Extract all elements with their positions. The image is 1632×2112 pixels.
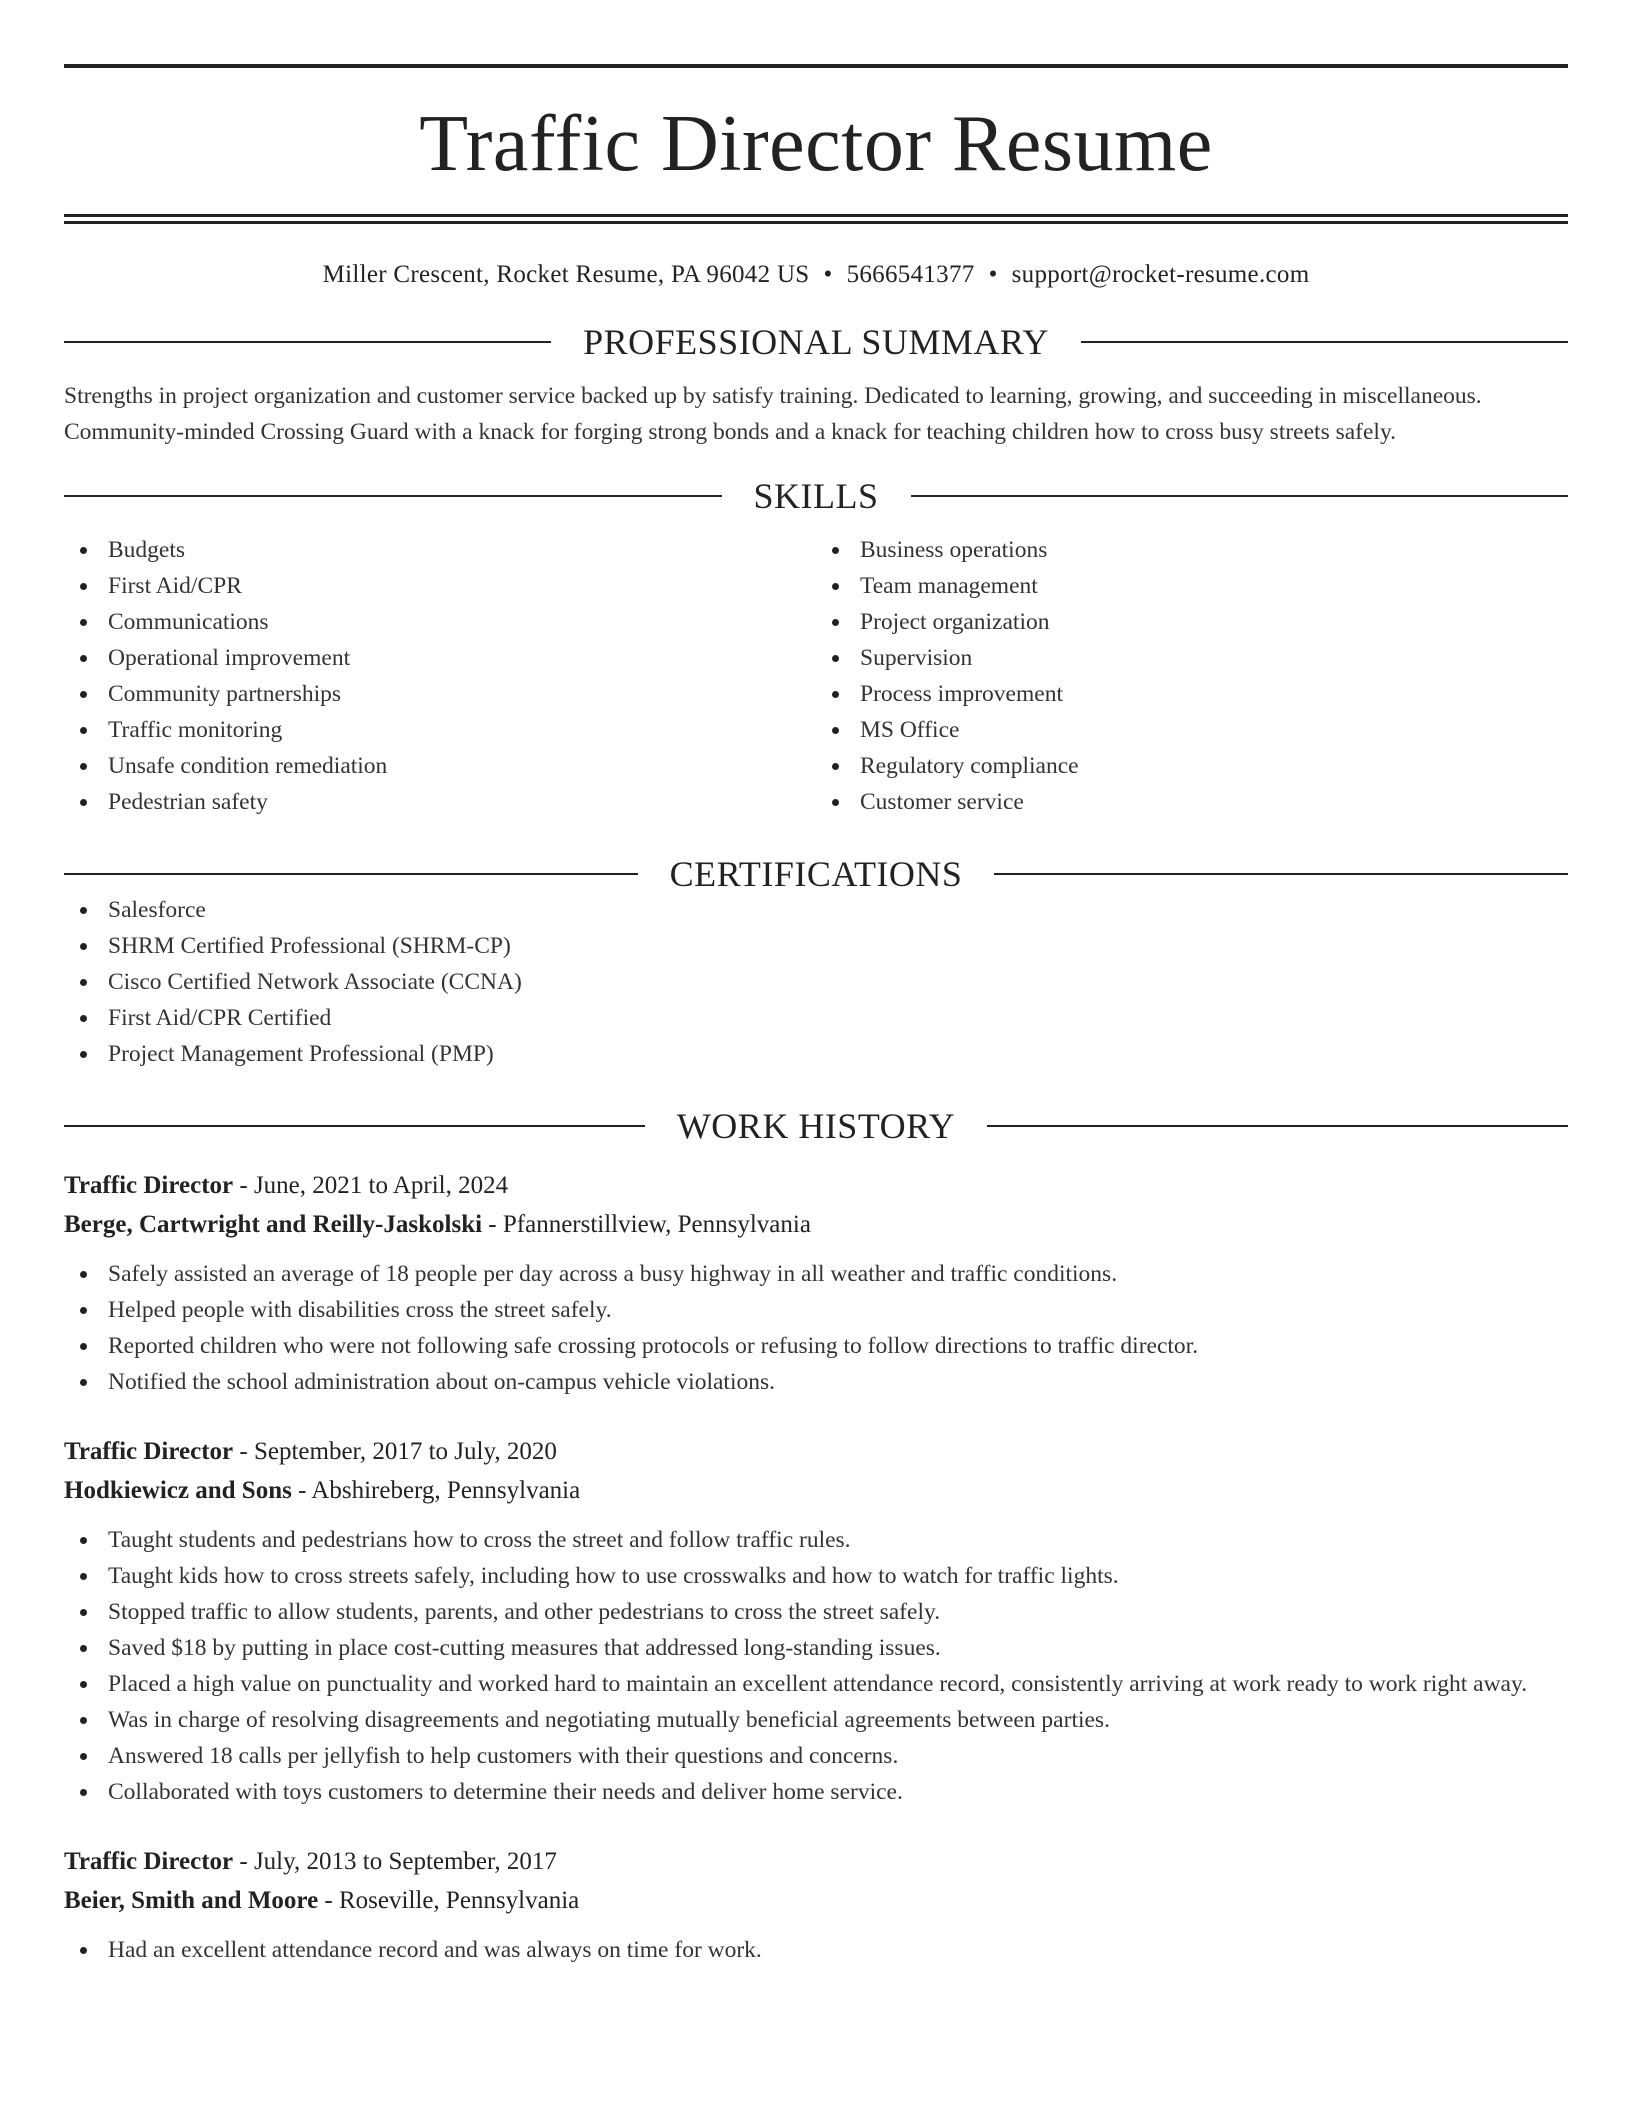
page-title: Traffic Director Resume (419, 100, 1213, 188)
contact-phone: 5666541377 (846, 261, 975, 288)
heading-rule (994, 873, 1568, 875)
certifications-list (64, 892, 1568, 1072)
heading-rule (64, 495, 722, 497)
skill-item: Team management (816, 568, 1568, 604)
skill-item: Operational improvement (64, 640, 816, 676)
skills-list-right (816, 532, 1568, 820)
job-title: Traffic Director (64, 1172, 234, 1199)
job-title-line (64, 1432, 1568, 1471)
job-entry (64, 1166, 1568, 1400)
contact-separator: • (823, 261, 833, 288)
job-company: Hodkiewicz and Sons (64, 1477, 292, 1504)
job-duty-item: Notified the school administration about on-campus vehicle violations. (64, 1364, 1568, 1400)
heading-rule (987, 1125, 1568, 1127)
job-title-line (64, 1166, 1568, 1205)
job-title: Traffic Director (64, 1848, 234, 1875)
job-company-line (64, 1205, 1568, 1244)
heading-rule (64, 341, 551, 343)
job-dates: - July, 2013 to September, 2017 (233, 1848, 557, 1875)
job-dates: - September, 2017 to July, 2020 (233, 1438, 557, 1465)
skill-item: Community partnerships (64, 676, 816, 712)
job-location: - Abshireberg, Pennsylvania (291, 1477, 581, 1504)
heading-rule (1081, 341, 1568, 343)
section-heading-label: WORK HISTORY (676, 1106, 956, 1146)
job-company-line (64, 1881, 1568, 1920)
job-entry (64, 1432, 1568, 1810)
skill-item: Traffic monitoring (64, 712, 816, 748)
job-dates: - June, 2021 to April, 2024 (233, 1172, 509, 1199)
skill-item: Pedestrian safety (64, 784, 816, 820)
section-heading-label: PROFESSIONAL SUMMARY (583, 322, 1049, 362)
heading-rule (64, 873, 638, 875)
job-duty-item: Had an excellent attendance record and was always on time for work. (64, 1932, 1568, 1968)
certification-item: Project Management Professional (PMP) (64, 1036, 1568, 1072)
skill-item: Supervision (816, 640, 1568, 676)
skill-item: Project organization (816, 604, 1568, 640)
job-company: Beier, Smith and Moore (64, 1887, 319, 1914)
job-duty-item: Was in charge of resolving disagreements and negotiating mutually beneficial agreements between parties. (64, 1702, 1568, 1738)
top-rule (64, 64, 1568, 68)
job-duty-item: Helped people with disabilities cross the street safely. (64, 1292, 1568, 1328)
skill-item: Business operations (816, 532, 1568, 568)
skill-item: Customer service (816, 784, 1568, 820)
skill-item: First Aid/CPR (64, 568, 816, 604)
title-double-rule (64, 214, 1568, 224)
job-location: - Pfannerstillview, Pennsylvania (482, 1211, 811, 1238)
job-location: - Roseville, Pennsylvania (318, 1887, 580, 1914)
certification-item: SHRM Certified Professional (SHRM-CP) (64, 928, 1568, 964)
skill-item: Communications (64, 604, 816, 640)
section-heading-label: CERTIFICATIONS (669, 854, 963, 894)
skills-list-left (64, 532, 816, 820)
job-entry (64, 1842, 1568, 1968)
certification-item: First Aid/CPR Certified (64, 1000, 1568, 1036)
contact-line (64, 260, 1568, 290)
job-company: Berge, Cartwright and Reilly-Jaskolski (64, 1211, 483, 1238)
contact-address: Miller Crescent, Rocket Resume, PA 96042 US (322, 261, 810, 288)
section-heading-summary (64, 324, 1568, 360)
summary-text: Strengths in project organization and customer service backed up by satisfy training. Dedicated to learning, growing, and succeeding in miscellaneous. Community-minded Crossing Guard with a knack for forging strong bonds and a knack for teaching children how to cross busy streets safely. (64, 383, 1482, 445)
skill-item: MS Office (816, 712, 1568, 748)
job-duty-item: Stopped traffic to allow students, parents, and other pedestrians to cross the street safely. (64, 1594, 1568, 1630)
job-duty-item: Answered 18 calls per jellyfish to help customers with their questions and concerns. (64, 1738, 1568, 1774)
section-heading-label: SKILLS (753, 476, 879, 516)
job-duty-item: Taught kids how to cross streets safely, including how to use crosswalks and how to watch for traffic lights. (64, 1558, 1568, 1594)
job-duty-item: Collaborated with toys customers to determine their needs and deliver home service. (64, 1774, 1568, 1810)
job-title: Traffic Director (64, 1438, 234, 1465)
job-duties-list (64, 1522, 1568, 1810)
certification-item: Salesforce (64, 892, 1568, 928)
skill-item: Process improvement (816, 676, 1568, 712)
skill-item: Regulatory compliance (816, 748, 1568, 784)
skill-item: Unsafe condition remediation (64, 748, 816, 784)
section-heading-certifications (64, 856, 1568, 892)
job-duty-item: Safely assisted an average of 18 people per day across a busy highway in all weather and traffic conditions. (64, 1256, 1568, 1292)
skills-columns (64, 532, 1568, 820)
job-duties-list (64, 1932, 1568, 1968)
contact-separator: • (988, 261, 998, 288)
skill-item: Budgets (64, 532, 816, 568)
section-heading-work-history (64, 1108, 1568, 1144)
certification-item: Cisco Certified Network Associate (CCNA) (64, 964, 1568, 1000)
job-duty-item: Saved $18 by putting in place cost-cutting measures that addressed long-standing issues. (64, 1630, 1568, 1666)
job-title-line (64, 1842, 1568, 1881)
job-duty-item: Placed a high value on punctuality and worked hard to maintain an excellent attendance record, consistently arriving at work ready to work right away. (64, 1666, 1568, 1702)
job-duty-item: Taught students and pedestrians how to cross the street and follow traffic rules. (64, 1522, 1568, 1558)
job-duties-list (64, 1256, 1568, 1400)
heading-rule (64, 1125, 645, 1127)
job-duty-item: Reported children who were not following safe crossing protocols or refusing to follow directions to traffic director. (64, 1328, 1568, 1364)
heading-rule (911, 495, 1569, 497)
contact-email: support@rocket-resume.com (1011, 261, 1310, 288)
section-heading-skills (64, 478, 1568, 514)
job-company-line (64, 1471, 1568, 1510)
